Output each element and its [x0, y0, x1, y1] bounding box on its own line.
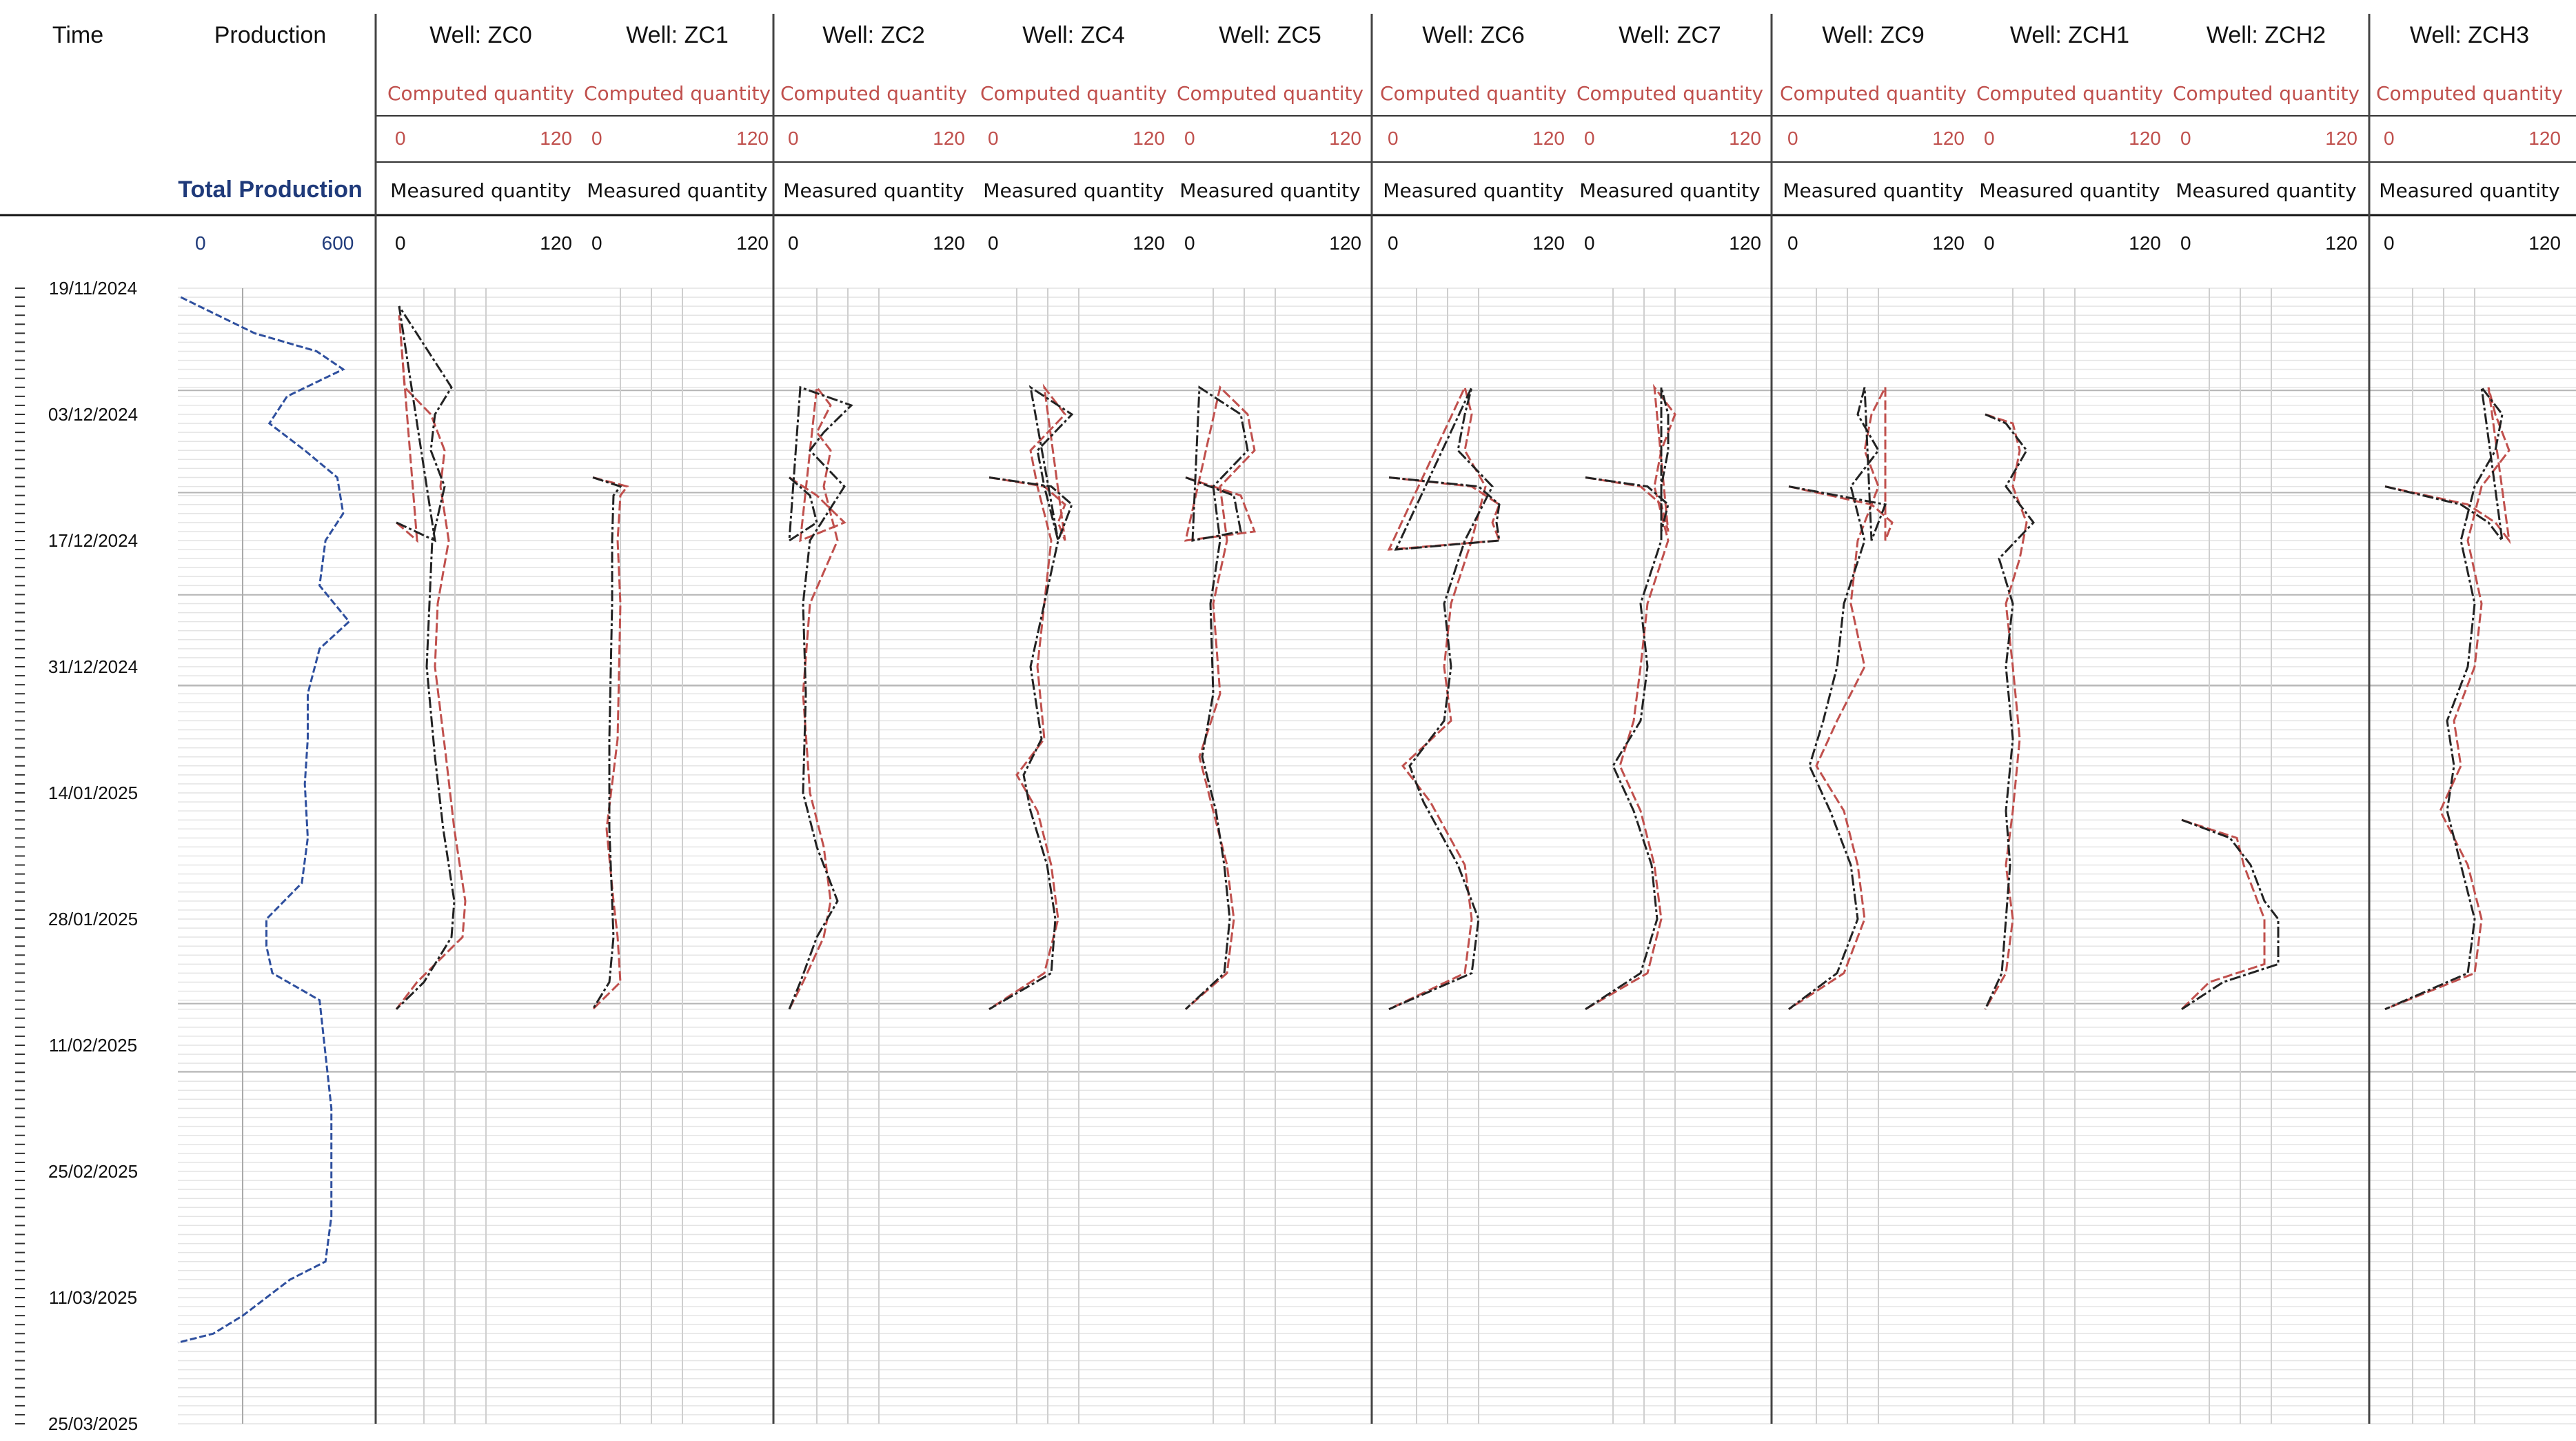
measured-quantity-label: Measured quantity [2176, 179, 2357, 202]
measured-axis-max: 120 [1329, 232, 1361, 254]
well-name: Well: ZC9 [1822, 22, 1925, 48]
measured-axis-max: 120 [1729, 232, 1761, 254]
computed-quantity-line [1789, 387, 1892, 1009]
computed-axis-min: 0 [988, 128, 999, 149]
computed-quantity-line [2182, 820, 2264, 1009]
computed-axis-max: 120 [2325, 128, 2357, 149]
measured-axis-min: 0 [591, 232, 602, 254]
well-name: Well: ZCH3 [2409, 22, 2530, 48]
measured-axis-max: 120 [1532, 232, 1565, 254]
computed-axis-max: 120 [1329, 128, 1361, 149]
chart-marks-group [0, 14, 2576, 1434]
well-name: Well: ZC7 [1619, 22, 1721, 48]
production-axis-min-label: 0 [195, 232, 206, 254]
total-production-series-label: Total Production [178, 177, 363, 203]
computed-axis-max: 120 [1133, 128, 1165, 149]
measured-quantity-label: Measured quantity [783, 179, 964, 202]
computed-quantity-label: Computed quantity [1779, 82, 1967, 105]
computed-axis-max: 120 [1532, 128, 1565, 149]
computed-axis-min: 0 [1388, 128, 1399, 149]
measured-axis-min: 0 [988, 232, 999, 254]
measured-axis-min: 0 [1584, 232, 1595, 254]
production-axis-max-label: 600 [321, 232, 354, 254]
measured-axis-min: 0 [1388, 232, 1399, 254]
measured-axis-min: 0 [1984, 232, 1995, 254]
measured-axis-max: 120 [736, 232, 769, 254]
computed-axis-min: 0 [1787, 128, 1798, 149]
computed-quantity-label: Computed quantity [2172, 82, 2360, 105]
measured-axis-max: 120 [2129, 232, 2161, 254]
measured-axis-min: 0 [2384, 232, 2395, 254]
well-name: Well: ZC4 [1022, 22, 1125, 48]
measured-axis-min: 0 [1787, 232, 1798, 254]
time-tick-label: 25/03/2025 [48, 1413, 139, 1434]
measured-quantity-label: Measured quantity [1979, 179, 2160, 202]
computed-quantity-label: Computed quantity [1176, 82, 1364, 105]
measured-quantity-label: Measured quantity [587, 179, 768, 202]
well-name: Well: ZC0 [429, 22, 532, 48]
computed-axis-max: 120 [736, 128, 769, 149]
measured-quantity-label: Measured quantity [390, 179, 571, 202]
measured-axis-max: 120 [2325, 232, 2357, 254]
computed-quantity-label: Computed quantity [387, 82, 575, 105]
computed-quantity-line [2385, 387, 2509, 1009]
well-name: Well: ZC6 [1422, 22, 1525, 48]
measured-axis-min: 0 [2180, 232, 2191, 254]
computed-quantity-label: Computed quantity [583, 82, 771, 105]
computed-axis-min: 0 [1984, 128, 1995, 149]
time-tick-label: 11/02/2025 [48, 1035, 138, 1056]
time-tick-label: 25/02/2025 [48, 1161, 139, 1182]
measured-quantity-line [1186, 387, 1248, 1009]
measured-quantity-label: Measured quantity [1179, 179, 1361, 202]
computed-quantity-label: Computed quantity [1379, 82, 1568, 105]
computed-axis-max: 120 [2129, 128, 2161, 149]
time-tick-label: 03/12/2024 [48, 404, 139, 425]
measured-axis-max: 120 [1932, 232, 1965, 254]
computed-axis-max: 120 [540, 128, 572, 149]
measured-quantity-line [789, 387, 851, 1009]
measured-axis-min: 0 [788, 232, 799, 254]
measured-axis-min: 0 [395, 232, 406, 254]
computed-axis-min: 0 [395, 128, 406, 149]
time-tick-label: 28/01/2025 [48, 909, 139, 929]
time-tick-label: 11/03/2025 [48, 1287, 138, 1308]
measured-axis-max: 120 [1133, 232, 1165, 254]
time-tick-label: 19/11/2024 [48, 278, 138, 299]
well-name: Well: ZC1 [626, 22, 729, 48]
computed-quantity-line [989, 387, 1065, 1009]
measured-quantity-label: Measured quantity [1783, 179, 1964, 202]
time-tick-label: 17/12/2024 [48, 530, 139, 551]
time-tick-label: 31/12/2024 [48, 656, 139, 677]
measured-quantity-label: Measured quantity [1383, 179, 1564, 202]
measured-axis-max: 120 [933, 232, 965, 254]
time-column-header: Time [52, 22, 104, 48]
computed-axis-max: 120 [933, 128, 965, 149]
computed-quantity-label: Computed quantity [1576, 82, 1764, 105]
production-column-header: Production [214, 22, 327, 48]
computed-axis-min: 0 [591, 128, 602, 149]
well-name: Well: ZCH1 [2009, 22, 2130, 48]
computed-axis-min: 0 [2384, 128, 2395, 149]
measured-quantity-line [989, 387, 1072, 1009]
well-name: Well: ZC5 [1219, 22, 1321, 48]
measured-axis-min: 0 [1184, 232, 1195, 254]
measured-quantity-label: Measured quantity [1579, 179, 1761, 202]
computed-axis-max: 120 [1932, 128, 1965, 149]
computed-quantity-label: Computed quantity [980, 82, 1168, 105]
time-tick-label: 14/01/2025 [48, 783, 139, 803]
computed-axis-min: 0 [1584, 128, 1595, 149]
computed-quantity-line [1389, 387, 1499, 1009]
well-name: Well: ZCH2 [2206, 22, 2326, 48]
measured-axis-max: 120 [2528, 232, 2561, 254]
computed-axis-max: 120 [2528, 128, 2561, 149]
computed-axis-min: 0 [1184, 128, 1195, 149]
computed-quantity-line [593, 478, 627, 1009]
computed-axis-max: 120 [1729, 128, 1761, 149]
well-name: Well: ZC2 [822, 22, 925, 48]
computed-quantity-label: Computed quantity [2375, 82, 2564, 105]
computed-axis-min: 0 [788, 128, 799, 149]
computed-axis-min: 0 [2180, 128, 2191, 149]
computed-quantity-label: Computed quantity [780, 82, 968, 105]
measured-axis-max: 120 [540, 232, 572, 254]
measured-quantity-label: Measured quantity [983, 179, 1164, 202]
measured-quantity-label: Measured quantity [2379, 179, 2560, 202]
measured-quantity-line [1789, 387, 1885, 1009]
computed-quantity-label: Computed quantity [1976, 82, 2164, 105]
